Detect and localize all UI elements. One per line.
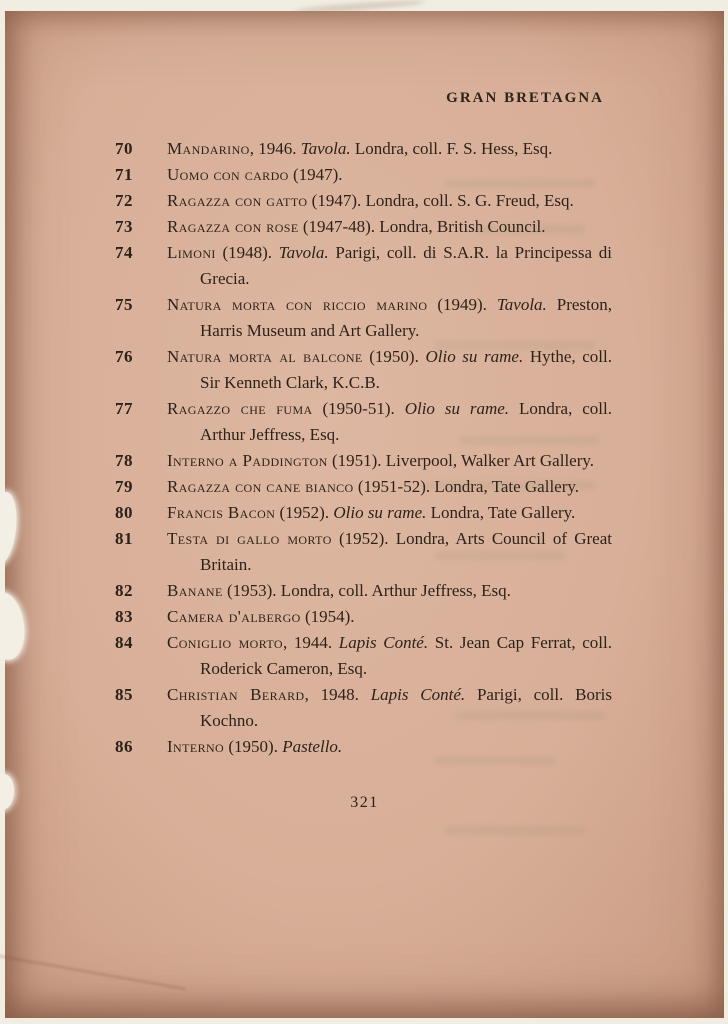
entry-text bbox=[167, 139, 552, 158]
entry-number: 82 bbox=[115, 581, 133, 600]
entry-segment: Testa di gallo morto bbox=[167, 529, 332, 548]
entry-number: 79 bbox=[115, 477, 133, 496]
entry-segment: (1950). bbox=[362, 347, 426, 366]
entry-segment: Londra, coll. F. S. Hess, Esq. bbox=[350, 139, 553, 158]
show-through-smudge bbox=[445, 826, 585, 835]
entry-number: 76 bbox=[115, 347, 133, 366]
entry-segment: Ragazza con gatto bbox=[167, 191, 308, 210]
entry-segment: (1952). bbox=[275, 503, 334, 522]
catalog-entry bbox=[113, 500, 612, 526]
catalog-entry bbox=[113, 578, 612, 604]
entry-segment: Olio su rame. bbox=[404, 399, 510, 418]
catalog-entry bbox=[113, 136, 612, 162]
entry-segment: Pastello. bbox=[282, 737, 343, 756]
entry-number: 75 bbox=[115, 295, 133, 314]
catalog-entry bbox=[113, 240, 612, 292]
entry-segment: (1948). bbox=[215, 243, 279, 262]
catalog-entry bbox=[113, 188, 612, 214]
entry-segment: St. Jean Cap Ferrat, coll. Roderick Cameron, Esq. bbox=[200, 633, 612, 678]
entry-segment: Limoni bbox=[167, 243, 216, 262]
entry-segment: , 1944. bbox=[282, 633, 339, 652]
entry-segment: Interno a Paddington bbox=[167, 451, 328, 470]
entry-text bbox=[167, 581, 511, 600]
entry-text bbox=[167, 607, 355, 626]
entry-segment: Tavola. bbox=[300, 139, 351, 158]
entry-segment: Tavola. bbox=[496, 295, 547, 314]
entry-segment: Lapis Conté. bbox=[338, 633, 429, 652]
entry-number: 83 bbox=[115, 607, 133, 626]
entry-segment: (1947). Londra, coll. S. G. Freud, Esq. bbox=[307, 191, 574, 210]
entry-number: 73 bbox=[115, 217, 133, 236]
entry-segment: (1950-51). bbox=[312, 399, 405, 418]
entry-segment: Mandarino bbox=[167, 139, 250, 158]
entry-number: 70 bbox=[115, 139, 133, 158]
entry-segment: (1949). bbox=[427, 295, 497, 314]
page-header: GRAN BRETAGNA bbox=[446, 90, 604, 106]
show-through-smudge bbox=[425, 481, 595, 490]
entry-segment: Londra, Tate Gallery. bbox=[426, 503, 576, 522]
entry-segment: Coniglio morto bbox=[167, 633, 283, 652]
entry-segment: (1947). bbox=[288, 165, 343, 184]
entry-segment: Tavola. bbox=[278, 243, 329, 262]
entry-text bbox=[167, 737, 342, 756]
entry-segment: (1950). bbox=[224, 737, 283, 756]
catalog-entry bbox=[113, 604, 612, 630]
entry-segment: Parigi, coll. di S.A.R. la Principessa di Grecia. bbox=[200, 243, 612, 288]
entry-segment: Uomo con cardo bbox=[167, 165, 289, 184]
entry-segment: Hythe, coll. Sir Kenneth Clark, K.C.B. bbox=[200, 347, 613, 392]
entry-text bbox=[167, 243, 612, 288]
entry-segment: (1952). Londra, Arts Council of Great Britain. bbox=[200, 529, 612, 574]
entry-text bbox=[167, 451, 594, 470]
entry-segment: Ragazza con rose bbox=[167, 217, 299, 236]
entry-segment: (1947-48). Londra, British Council. bbox=[298, 217, 546, 236]
entry-segment: Lapis Conté. bbox=[370, 685, 466, 704]
entry-number: 86 bbox=[115, 737, 133, 756]
catalog-entry bbox=[113, 448, 612, 474]
show-through-smudge bbox=[475, 225, 585, 234]
paper-crease bbox=[0, 955, 186, 991]
entry-segment: (1954). bbox=[300, 607, 355, 626]
entry-segment: Christian Berard bbox=[167, 685, 305, 704]
show-through-smudge bbox=[455, 711, 605, 720]
entry-text bbox=[167, 191, 574, 210]
entry-segment: Interno bbox=[167, 737, 225, 756]
entry-number: 85 bbox=[115, 685, 133, 704]
show-through-smudge bbox=[460, 436, 600, 445]
entry-number: 81 bbox=[115, 529, 133, 548]
catalog-entry bbox=[113, 344, 612, 396]
entry-segment: Natura morta al balcone bbox=[167, 347, 363, 366]
entry-segment: , 1946. bbox=[249, 139, 301, 158]
show-through-smudge bbox=[435, 551, 565, 560]
entry-segment: Olio su rame. bbox=[333, 503, 427, 522]
entry-number: 77 bbox=[115, 399, 133, 418]
entry-number: 84 bbox=[115, 633, 133, 652]
entry-segment: (1951-52). Londra, Tate Gallery. bbox=[353, 477, 580, 496]
entry-number: 80 bbox=[115, 503, 133, 522]
entry-segment: Ragazza con cane bianco bbox=[167, 477, 354, 496]
entry-segment: Natura morta con riccio marino bbox=[167, 295, 428, 314]
entry-segment: Ragazzo che fuma bbox=[167, 399, 313, 418]
entry-segment: Camera d'albergo bbox=[167, 607, 301, 626]
entry-text bbox=[167, 295, 612, 340]
entry-segment: , 1948. bbox=[304, 685, 371, 704]
entry-text bbox=[167, 685, 612, 730]
show-through-smudge bbox=[445, 179, 595, 188]
entry-segment: Olio su rame. bbox=[425, 347, 524, 366]
entry-segment: Preston, Harris Museum and Art Gallery. bbox=[200, 295, 613, 340]
entry-segment: (1953). Londra, coll. Arthur Jeffress, Esq. bbox=[222, 581, 511, 600]
entry-segment: Parigi, coll. Boris Kochno. bbox=[200, 685, 613, 730]
catalog-entry bbox=[113, 292, 612, 344]
entry-segment: Londra, coll. Arthur Jeffress, Esq. bbox=[200, 399, 612, 444]
entry-number: 78 bbox=[115, 451, 133, 470]
entry-segment: (1951). Liverpool, Walker Art Gallery. bbox=[327, 451, 595, 470]
entry-number: 72 bbox=[115, 191, 133, 210]
catalog-entry bbox=[113, 630, 612, 682]
entry-text bbox=[167, 633, 612, 678]
entry-segment: Banane bbox=[167, 581, 223, 600]
entry-number: 71 bbox=[115, 165, 133, 184]
entry-text bbox=[167, 347, 612, 392]
page-paper bbox=[5, 11, 724, 1018]
show-through-smudge bbox=[435, 341, 595, 350]
entry-segment: Francis Bacon bbox=[167, 503, 276, 522]
catalog-entry bbox=[113, 682, 612, 734]
entry-number: 74 bbox=[115, 243, 133, 262]
show-through-smudge bbox=[435, 756, 555, 765]
entry-text bbox=[167, 503, 575, 522]
page-number: 321 bbox=[350, 794, 379, 811]
entry-text bbox=[167, 165, 343, 184]
